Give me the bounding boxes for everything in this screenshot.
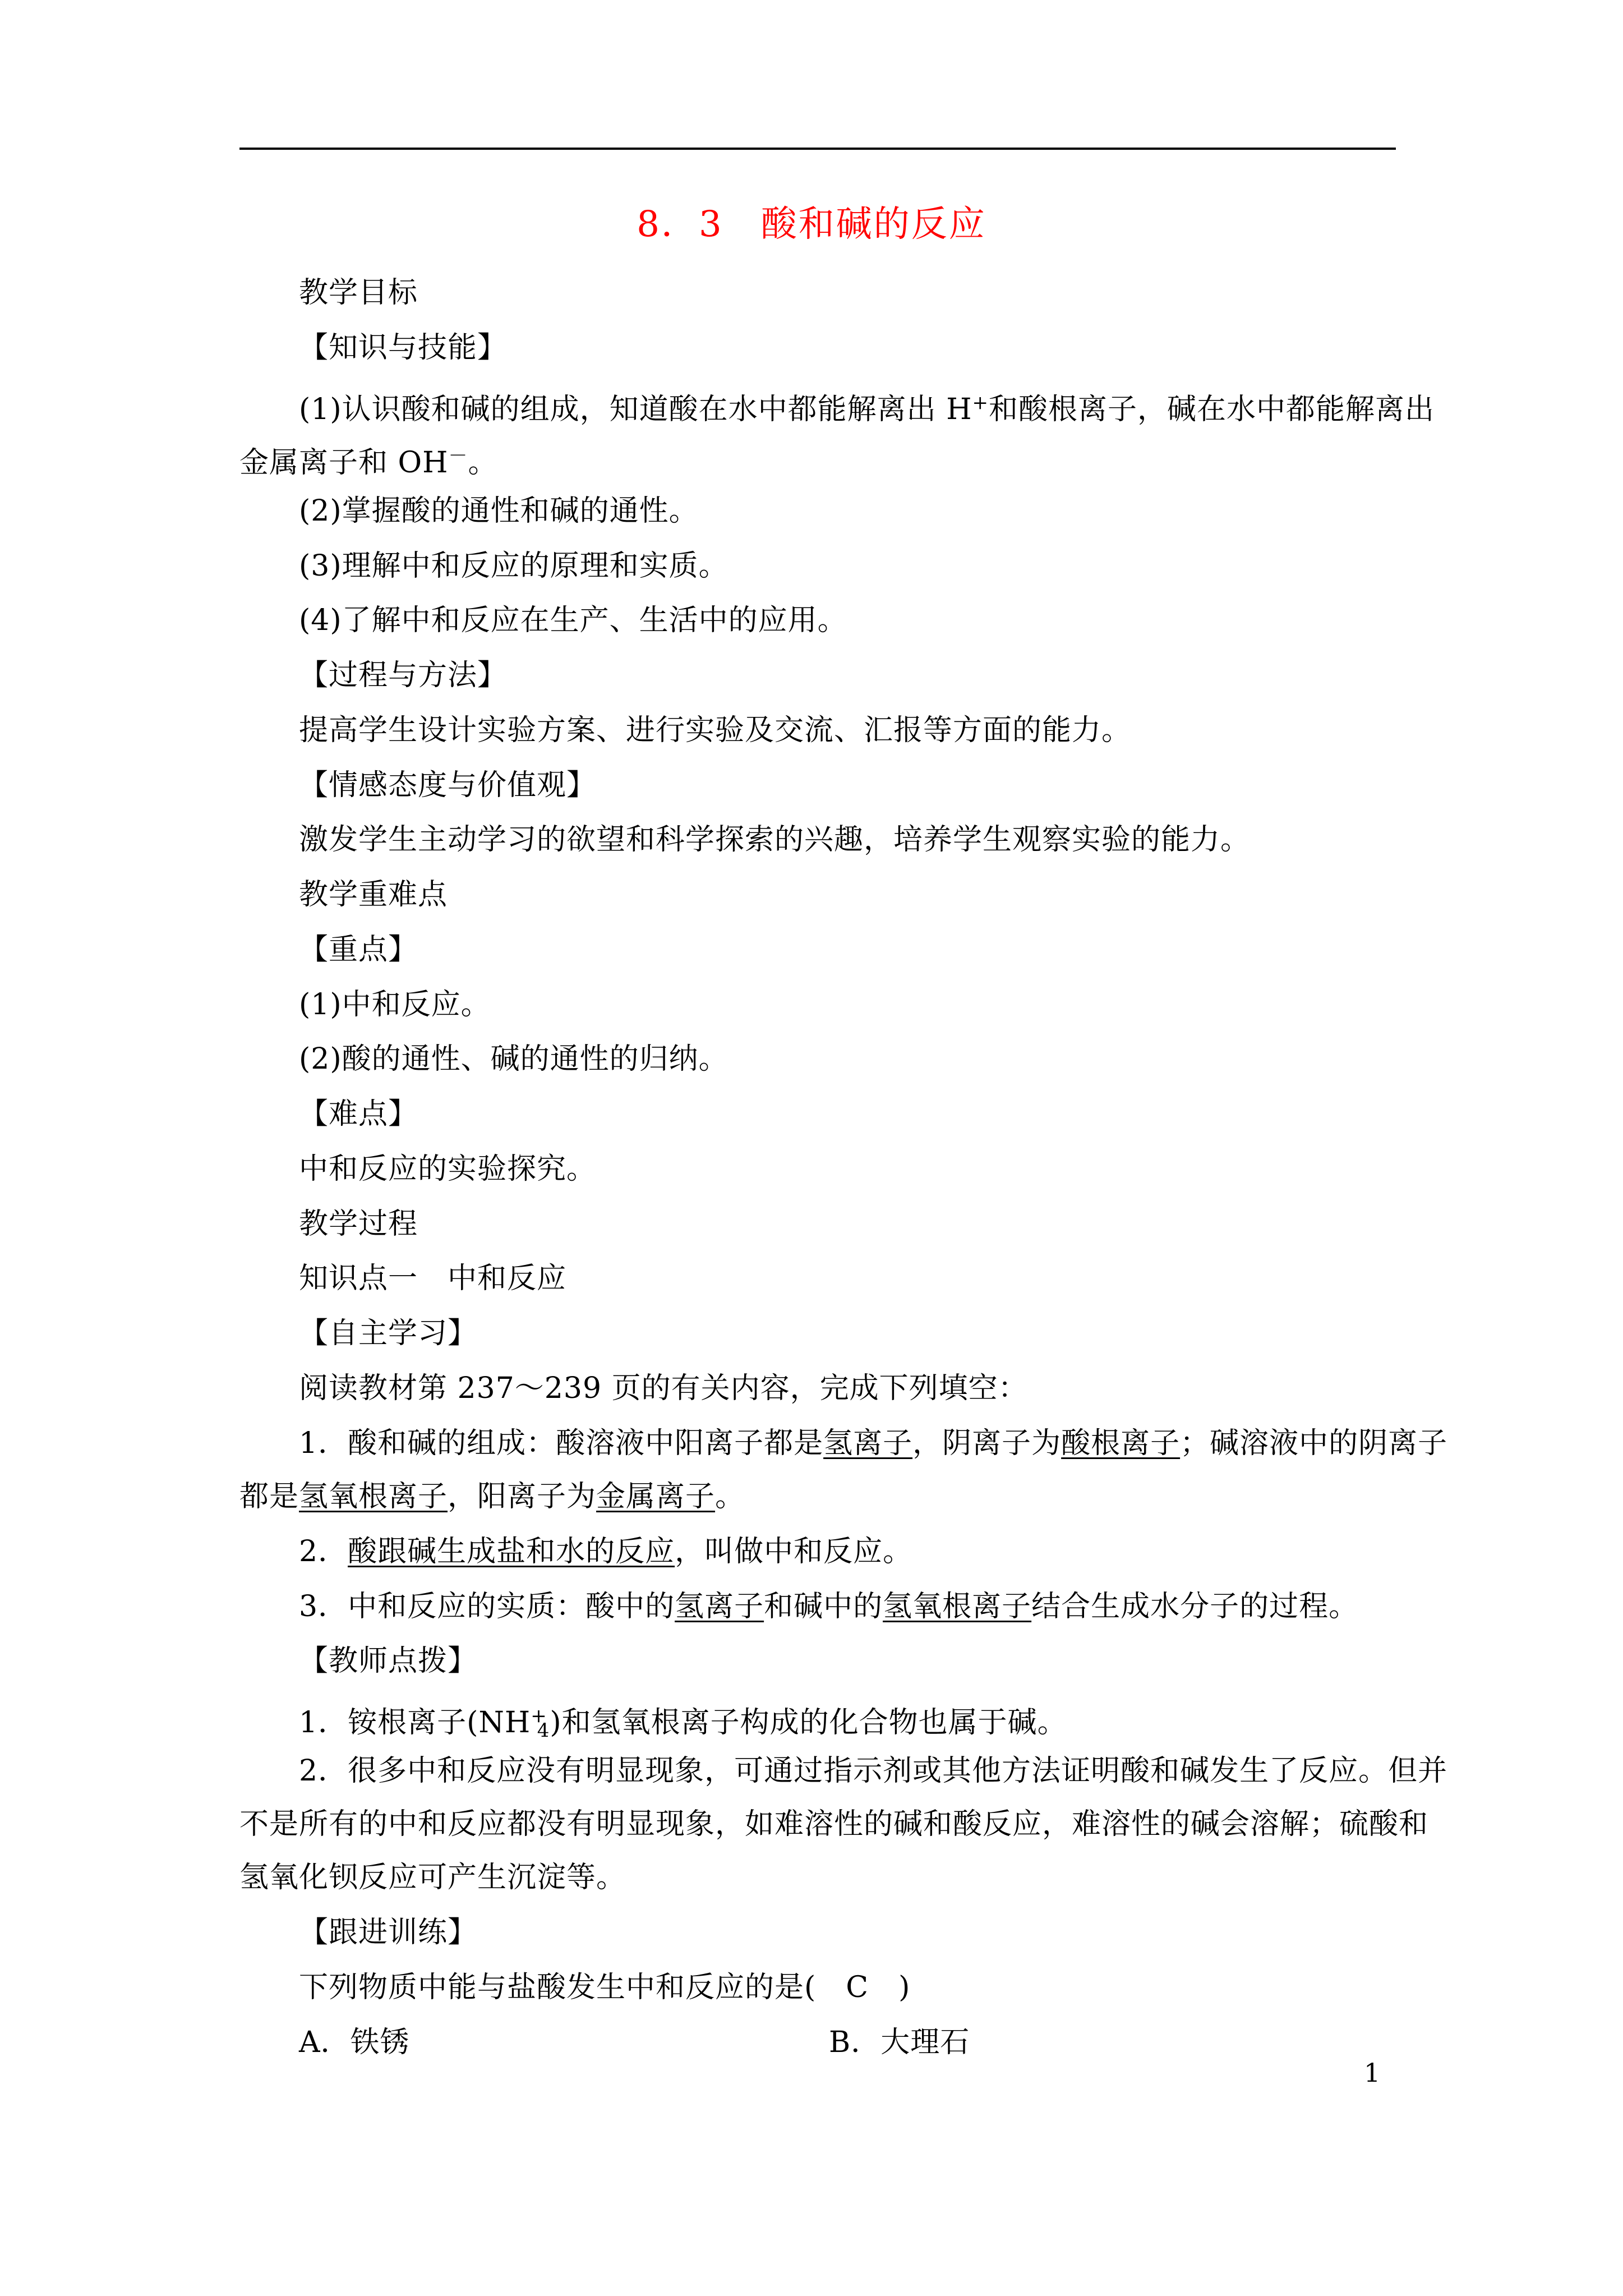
option-a: A．铁锈 bbox=[299, 2026, 410, 2059]
practice-question: 下列物质中能与盐酸发生中和反应的是( C ) bbox=[299, 1971, 911, 2004]
fill-item-1-line-2: 都是氢氧根离子，阳离子为金属离子。 bbox=[239, 1480, 745, 1513]
fill-item-1-line-1: 1．酸和碱的组成：酸溶液中阳离子都是氢离子，阴离子为酸根离子；碱溶液中的阴离子 bbox=[299, 1427, 1448, 1460]
key-point-2: (2)酸的通性、碱的通性的归纳。 bbox=[299, 1042, 728, 1076]
answer-blank: 氢离子 bbox=[823, 1427, 913, 1460]
section-heading-key: 【重点】 bbox=[299, 933, 418, 967]
section-heading-knowledge: 【知识与技能】 bbox=[299, 331, 508, 365]
teacher-tip-2-line-2: 不是所有的中和反应都没有明显现象，如难溶性的碱和酸反应，难溶性的碱会溶解；硫酸和 bbox=[239, 1807, 1429, 1841]
option-b: B．大理石 bbox=[829, 2026, 970, 2059]
teacher-tip-2-line-1: 2．很多中和反应没有明显现象，可通过指示剂或其他方法证明酸和碱发生了反应。但并 bbox=[299, 1754, 1448, 1788]
teacher-tip-2-line-3: 氢氧化钡反应可产生沉淀等。 bbox=[239, 1861, 626, 1894]
fill-item-3: 3．中和反应的实质：酸中的氢离子和碱中的氢氧根离子结合生成水分子的过程。 bbox=[299, 1590, 1359, 1623]
header-rule bbox=[239, 148, 1396, 150]
fill-item-2: 2．酸跟碱生成盐和水的反应，叫做中和反应。 bbox=[299, 1535, 913, 1568]
section-heading-difficult: 【难点】 bbox=[299, 1097, 418, 1131]
goal-3: (3)理解中和反应的原理和实质。 bbox=[299, 549, 728, 583]
goal-1-line-2: 金属离子和 OH－。 bbox=[239, 445, 498, 480]
answer-blank: 金属离子 bbox=[596, 1480, 716, 1513]
section-heading-emotion: 【情感态度与价值观】 bbox=[299, 769, 597, 802]
answer-blank: 氢离子 bbox=[675, 1590, 764, 1623]
section-heading-keypoints: 教学重难点 bbox=[299, 878, 448, 912]
key-point-1: (1)中和反应。 bbox=[299, 988, 491, 1022]
section-heading-teacher-tips: 【教师点拨】 bbox=[299, 1644, 478, 1678]
answer-blank: 酸跟碱生成盐和水的反应 bbox=[348, 1535, 675, 1568]
answer-blank: 氢氧根离子 bbox=[883, 1590, 1032, 1623]
reading-instruction: 阅读教材第 237～239 页的有关内容，完成下列填空： bbox=[299, 1372, 1028, 1405]
goal-4: (4)了解中和反应在生产、生活中的应用。 bbox=[299, 604, 847, 637]
answer-blank: 酸根离子 bbox=[1061, 1427, 1181, 1460]
emotion-text: 激发学生主动学习的欲望和科学探索的兴趣，培养学生观察实验的能力。 bbox=[299, 823, 1251, 857]
section-heading-process: 【过程与方法】 bbox=[299, 659, 508, 692]
goal-1-line-1: (1)认识酸和碱的组成，知道酸在水中都能解离出 H+和酸根离子，碱在水中都能解离出 bbox=[299, 392, 1435, 426]
answer-blank: 氢氧根离子 bbox=[299, 1480, 448, 1513]
process-text: 提高学生设计实验方案、进行实验及交流、汇报等方面的能力。 bbox=[299, 714, 1132, 747]
knowledge-point-1-heading: 知识点一 中和反应 bbox=[299, 1262, 567, 1295]
section-heading-teaching: 教学过程 bbox=[299, 1207, 418, 1241]
teacher-tip-1: 1．铵根离子$(NH^+_4)$和氢氧根离子构成的化合物也属于碱。 bbox=[299, 1705, 1067, 1742]
page-number: 1 bbox=[1364, 2058, 1381, 2088]
section-heading-practice: 【跟进训练】 bbox=[299, 1916, 478, 1949]
difficult-text: 中和反应的实验探究。 bbox=[299, 1152, 597, 1186]
document-title: 8．3 酸和碱的反应 bbox=[637, 204, 986, 245]
section-heading-self-study: 【自主学习】 bbox=[299, 1317, 478, 1350]
section-heading-goals: 教学目标 bbox=[299, 276, 418, 310]
goal-2: (2)掌握酸的通性和碱的通性。 bbox=[299, 494, 699, 528]
